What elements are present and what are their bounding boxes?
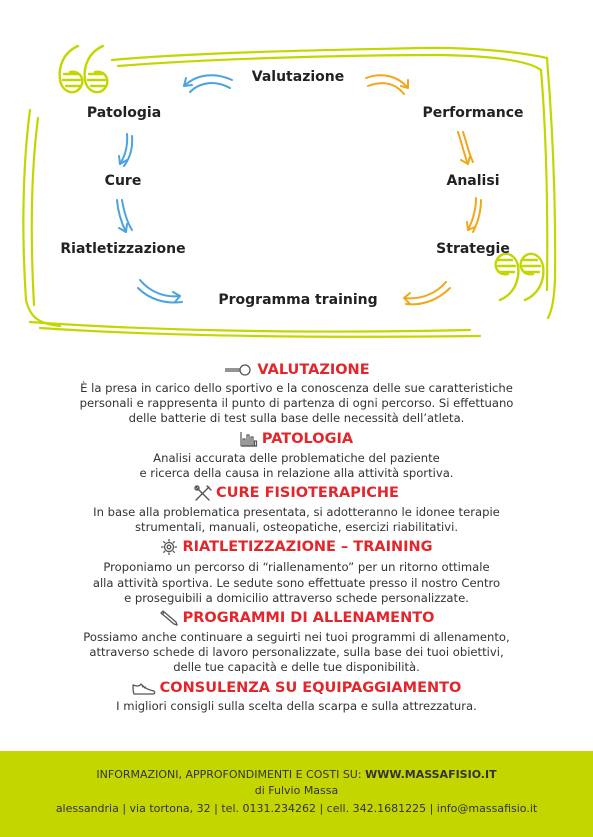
section-title: VALUTAZIONE bbox=[257, 362, 370, 378]
section-title: PATOLOGIA bbox=[261, 430, 354, 447]
section-consulenza-equipaggiamento bbox=[0, 676, 593, 714]
arrow-patologia-cure-icon bbox=[119, 134, 132, 166]
footer-info-prefix: INFORMAZIONI, APPROFONDIMENTI E COSTI SU: bbox=[96, 768, 366, 781]
node-strategie: Strategie bbox=[436, 241, 510, 257]
section-patologia bbox=[0, 427, 593, 481]
section-text-line: alla attività sportiva. Le sedute sono effettuate presso il nostro Centro bbox=[92, 575, 501, 590]
section-title: CURE FISIOTERAPICHE bbox=[216, 485, 399, 502]
section-text-line: e proseguibili a domicilio attraverso schede personalizzate. bbox=[124, 590, 469, 605]
section-riatletizzazione-training bbox=[0, 535, 593, 606]
section-text-line: È la presa in carico dello sportivo e la conoscenza delle sue caratteristiche bbox=[80, 381, 513, 395]
node-cure: Cure bbox=[104, 173, 142, 189]
footer-contacts: alessandria | via tortona, 32 | tel. 0131.234262 | cell. 342.1681225 | info@massafisio.it bbox=[55, 802, 538, 815]
node-performance: Performance bbox=[422, 105, 524, 121]
open-quote-icon bbox=[60, 46, 108, 92]
node-valutazione: Valutazione bbox=[251, 69, 345, 85]
footer bbox=[0, 751, 593, 837]
section-text-line: In base alla problematica presentata, si adotteranno le idonee terapie bbox=[93, 505, 500, 520]
footer-author: di Fulvio Massa bbox=[254, 784, 339, 797]
tools-icon bbox=[194, 485, 212, 501]
bar-chart-icon bbox=[240, 431, 258, 447]
node-patologia: Patologia bbox=[86, 105, 162, 121]
frame-bottom-line-2 bbox=[40, 328, 480, 337]
section-text-line: Proponiamo un percorso di “riallenamento” per un ritorno ottimale bbox=[103, 560, 490, 575]
pencil-icon bbox=[159, 610, 179, 626]
arrow-valutazione-patologia-icon bbox=[184, 75, 232, 92]
section-text-line: attraverso schede di lavoro personalizzate, sulla base dei tuoi obiettivi, bbox=[89, 645, 504, 660]
frame-left-line bbox=[23, 110, 60, 326]
section-title: RIATLETIZZAZIONE – TRAINING bbox=[182, 539, 433, 556]
arrow-valutazione-performance-icon bbox=[366, 75, 408, 94]
footer-info bbox=[0, 768, 593, 781]
frame-right-line-2 bbox=[541, 70, 547, 290]
magnifier-icon bbox=[223, 363, 253, 377]
node-riatletizzazione: Riatletizzazione bbox=[60, 241, 186, 257]
section-text-line: delle batterie di test sulla base delle necessità dell’atleta. bbox=[128, 411, 465, 426]
section-title: CONSULENZA SU EQUIPAGGIAMENTO bbox=[159, 679, 462, 696]
arrow-cure-riatletizzazione-icon bbox=[117, 200, 132, 232]
node-analisi: Analisi bbox=[446, 173, 500, 189]
close-quote-icon bbox=[496, 254, 544, 300]
section-programmi-allenamento bbox=[0, 606, 593, 676]
section-text-line: I migliori consigli sulla scelta della scarpa e sulla attrezzatura. bbox=[116, 698, 477, 713]
node-programma-training: Programma training bbox=[218, 292, 378, 308]
frame-left-line-2 bbox=[32, 118, 38, 305]
section-text-line: personali e rappresenta il punto di partenza di ogni percorso. Si effettuano bbox=[79, 396, 514, 411]
section-title: PROGRAMMI DI ALLENAMENTO bbox=[182, 610, 435, 627]
gear-icon bbox=[160, 538, 178, 556]
section-text-line: e ricerca della causa in relazione alla attività sportiva. bbox=[139, 465, 454, 480]
frame-right-line bbox=[547, 58, 555, 318]
frame-top-line-2 bbox=[118, 55, 541, 70]
arrow-riatletizzazione-programma-icon bbox=[138, 280, 182, 302]
cycle-diagram bbox=[0, 0, 593, 350]
services-list bbox=[0, 358, 593, 714]
website-link[interactable]: WWW.MASSAFISIO.IT bbox=[365, 768, 497, 781]
section-valutazione bbox=[0, 358, 593, 427]
shoe-icon bbox=[132, 681, 156, 695]
section-cure-fisioterapiche bbox=[0, 481, 593, 535]
section-text-line: strumentali, manuali, osteopatiche, esercizi riabilitativi. bbox=[134, 520, 459, 535]
arrow-performance-analisi-icon bbox=[458, 132, 473, 164]
section-text-line: Possiamo anche continuare a seguirti nei tuoi programmi di allenamento, bbox=[83, 630, 510, 645]
arrow-strategie-programma-icon bbox=[404, 282, 450, 304]
frame-top-line bbox=[112, 48, 547, 60]
arrow-analisi-strategie-icon bbox=[467, 198, 481, 232]
section-text-line: Analisi accurata delle problematiche del paziente bbox=[153, 450, 440, 465]
section-text-line: delle tue capacità e delle tue disponibilità. bbox=[173, 660, 420, 675]
